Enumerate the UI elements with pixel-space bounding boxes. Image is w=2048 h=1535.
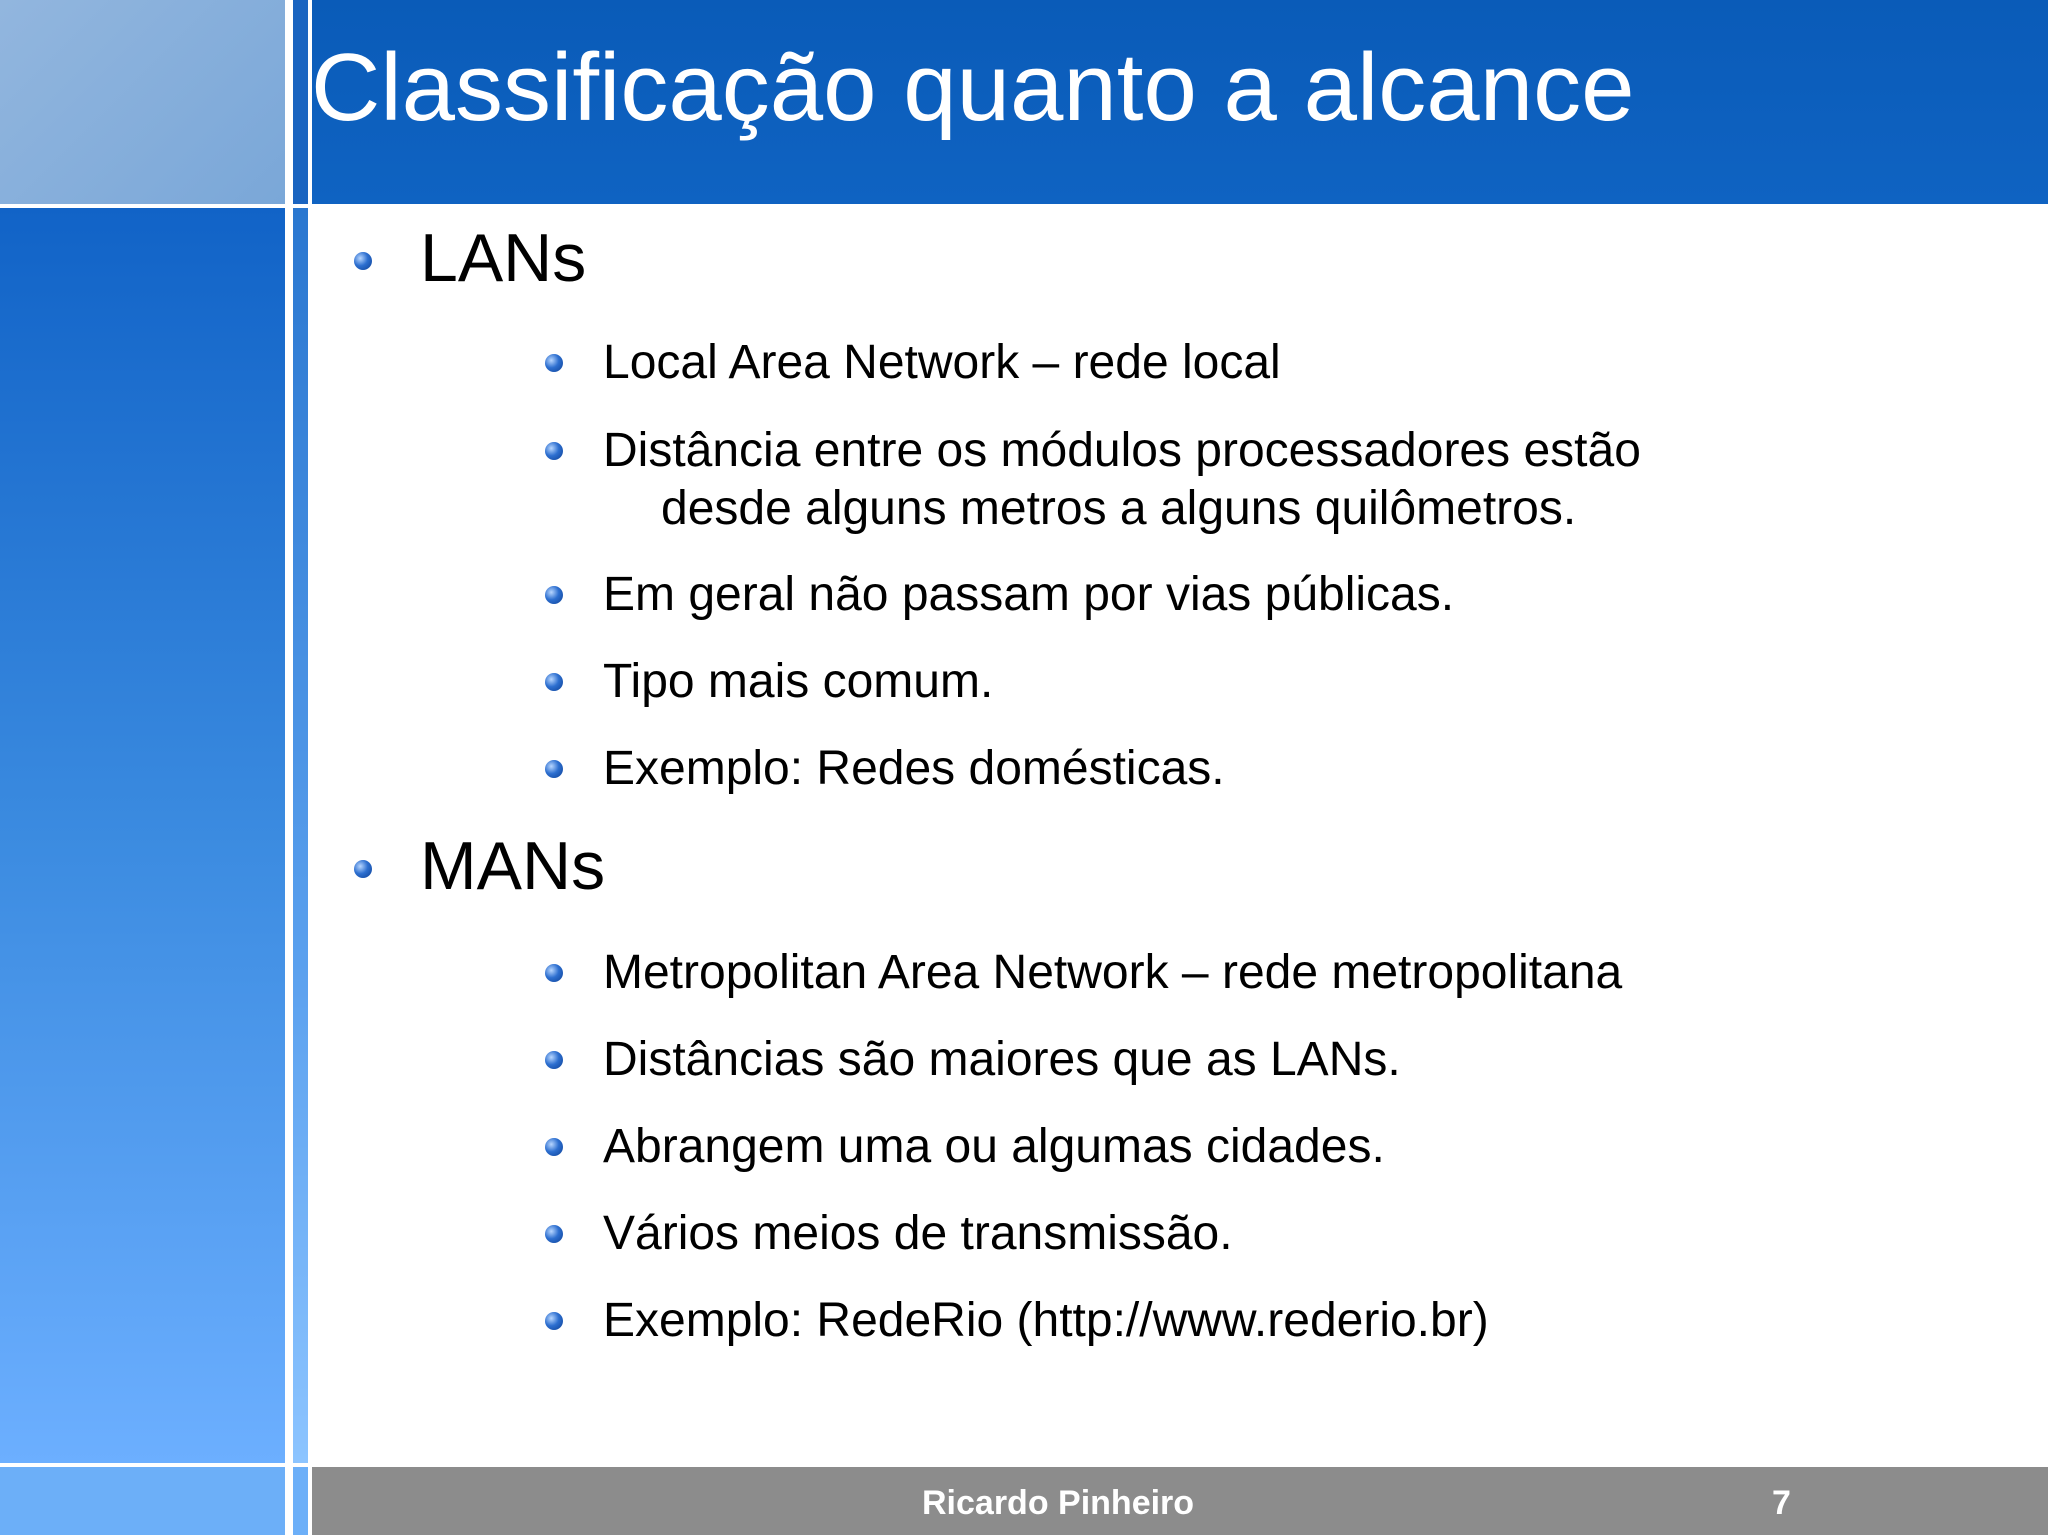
thin-strip-top (293, 0, 308, 204)
list-item (603, 1292, 1489, 1350)
bullet-icon (545, 442, 563, 460)
bullet-icon (545, 1051, 563, 1069)
bullet-icon (354, 860, 372, 878)
list-item (603, 1118, 1385, 1176)
page-number: 7 (1772, 1484, 1791, 1522)
list-item-text: desde alguns metros a alguns quilômetros. (661, 482, 1577, 535)
footer-author: Ricardo Pinheiro (922, 1484, 1195, 1522)
list-item (603, 1031, 1401, 1089)
list-item-text: Metropolitan Area Network – rede metropolitana (603, 946, 1623, 999)
list-item (603, 422, 1641, 480)
bullet-icon (545, 354, 563, 372)
bullet-icon (545, 760, 563, 778)
list-item (603, 334, 1281, 392)
bullet-icon (545, 1225, 563, 1243)
bullet-icon (545, 964, 563, 982)
list-item-text: Distâncias são maiores que as LANs. (603, 1033, 1401, 1086)
list-item-text: Em geral não passam por vias públicas. (603, 568, 1455, 621)
section-heading-mans (420, 828, 606, 904)
list-item (603, 740, 1225, 798)
list-item-text: Exemplo: Redes domésticas. (603, 742, 1225, 795)
slide-title: Classificação quanto a alcance (311, 34, 1635, 141)
bullet-icon (545, 586, 563, 604)
list-item-continuation (603, 480, 1576, 538)
bullet-icon (354, 252, 372, 270)
list-item-text: Tipo mais comum. (603, 655, 994, 708)
left-gradient-column (0, 208, 285, 1463)
list-item-text: Exemplo: RedeRio (http://www.rederio.br) (603, 1294, 1489, 1347)
left-panel-top (0, 0, 285, 204)
left-panel-bottom (0, 1467, 285, 1535)
bullet-icon (545, 1138, 563, 1156)
bullet-icon (545, 673, 563, 691)
thin-strip-bottom (293, 1467, 308, 1535)
list-item (603, 653, 993, 711)
list-item-text: Abrangem uma ou algumas cidades. (603, 1120, 1385, 1173)
list-item-text: Local Area Network – rede local (603, 336, 1281, 389)
bullet-icon (545, 1312, 563, 1330)
section-heading-text: MANs (420, 828, 606, 904)
list-item (603, 1205, 1233, 1263)
list-item (603, 944, 1622, 1002)
section-heading-text: LANs (420, 220, 587, 296)
list-item-text: Distância entre os módulos processadores estão (603, 424, 1641, 477)
thin-strip-middle (293, 208, 308, 1463)
list-item (603, 566, 1454, 624)
list-item-text: Vários meios de transmissão. (603, 1207, 1233, 1260)
section-heading-lans (420, 220, 587, 296)
